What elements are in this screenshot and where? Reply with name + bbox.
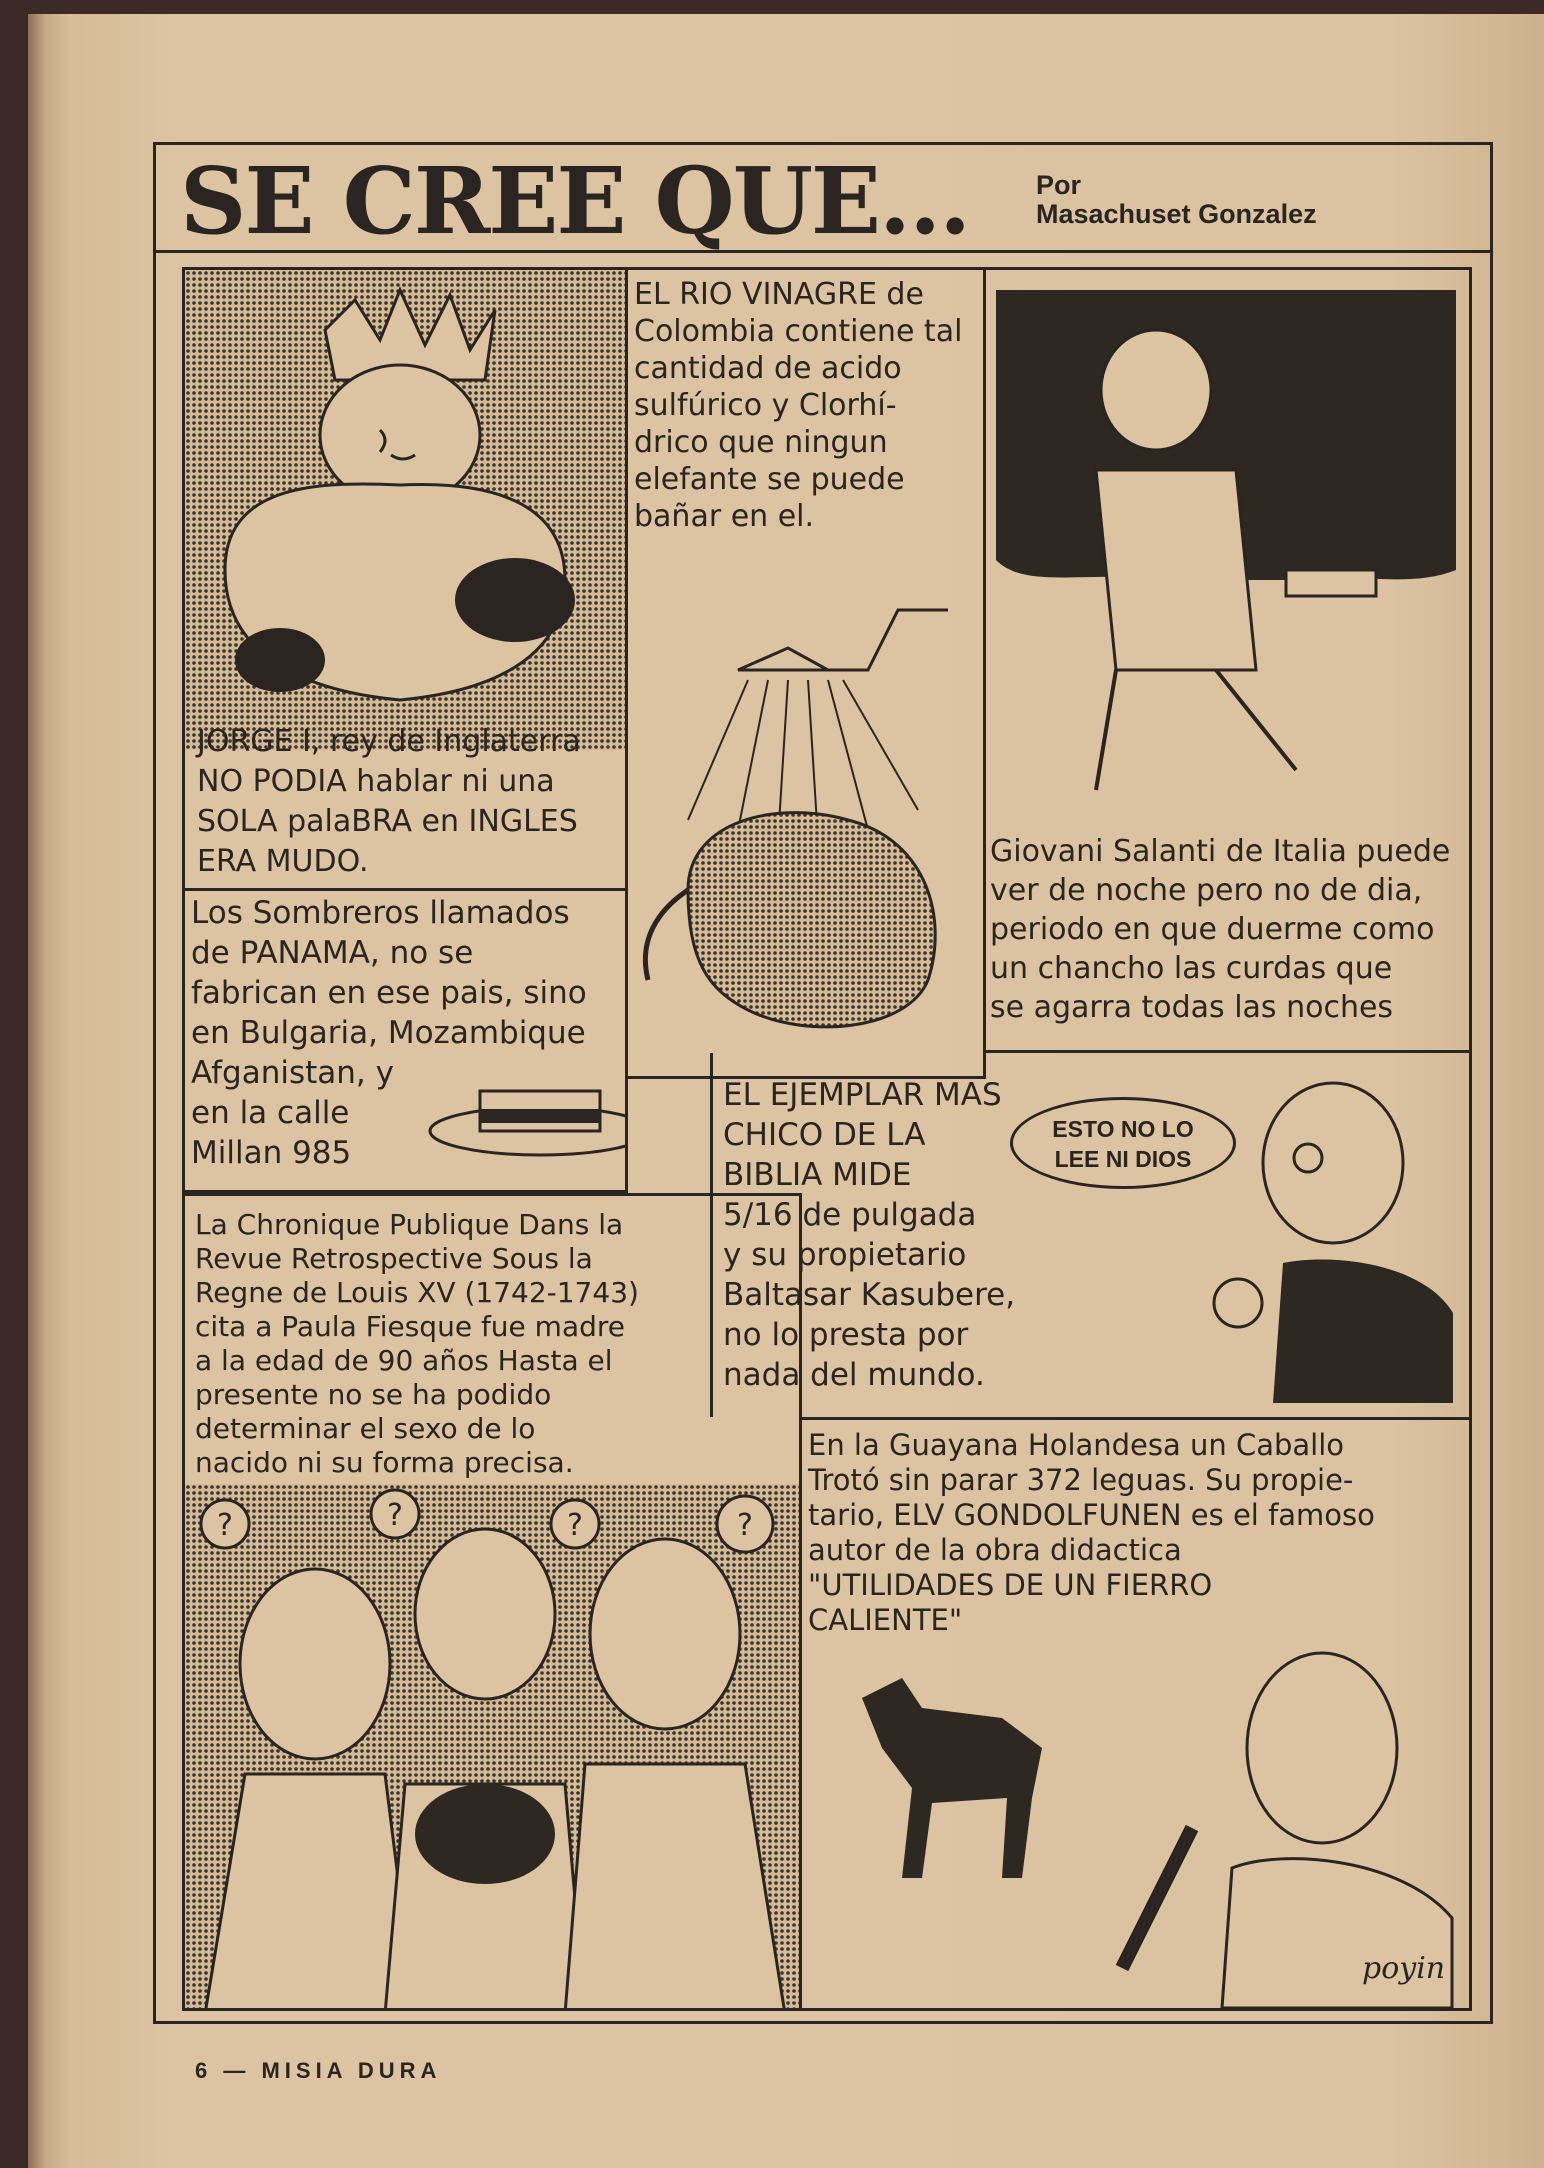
biblia-caption: EL EJEMPLAR MAS CHICO DE LA BIBLIA MIDE 5/16 de pulgada y su propietario Baltasar Kasubere, no lo presta por nada del mundo.	[723, 1077, 1016, 1393]
guayana-caption: En la Guayana Holandesa un Caballo Trotó sin parar 372 leguas. Su propie- tario, ELV GONDOLFUNEN es el famoso autor de la obra didactica "UTILIDADES DE UN FIERRO CALIENTE"	[808, 1428, 1375, 1637]
panel-guayana	[802, 1417, 1472, 2011]
byline-por: Por	[1036, 170, 1082, 200]
salanti-illustration	[986, 270, 1472, 830]
question-mark-2: ?	[387, 1498, 403, 1533]
reader-illustration	[1183, 1063, 1463, 1403]
panel-panama	[182, 891, 628, 1193]
panel-vinagre	[628, 267, 986, 1079]
question-mark-1: ?	[217, 1508, 233, 1543]
comic-frame	[153, 142, 1493, 2024]
panama-hat-illustration	[415, 1061, 628, 1171]
king-illustration	[185, 270, 625, 750]
balloon-text: ESTO NO LO LEE NI DIOS	[1052, 1116, 1194, 1172]
biblia-speech-balloon	[1010, 1097, 1236, 1189]
puzzled-people-illustration	[185, 1484, 799, 2011]
byline	[1036, 171, 1317, 229]
elephant-shower-illustration	[628, 560, 986, 1079]
artist-signature: poyin	[1362, 1951, 1446, 1986]
panel-salanti	[986, 267, 1472, 1053]
vinagre-caption: EL RIO VINAGRE de Colombia contiene tal cantidad de acido sulfúrico y Clorhí- drico que ningun elefante se puede bañar en el.	[634, 277, 963, 534]
panel-king	[182, 267, 628, 891]
question-mark-3: ?	[567, 1508, 583, 1543]
page-folio: 6 — MISIA DURA	[195, 2058, 442, 2083]
horse-illustration	[802, 1638, 1462, 2008]
page-spine	[28, 14, 72, 2168]
panama-caption: Los Sombreros llamados de PANAMA, no se fabrican en ese pais, sino en Bulgaria, Mozambique Afganistan, y en la calle Millan 985	[191, 895, 587, 1171]
question-mark-4: ?	[737, 1508, 753, 1543]
byline-author: Masachuset Gonzalez	[1036, 199, 1317, 229]
comic-title: SE CREE QUE...	[180, 147, 970, 255]
king-caption: JORGE I, rey de Inglaterra NO PODIA hablar ni una SOLA palaBRA en INGLES ERA MUDO.	[197, 724, 581, 879]
salanti-caption: Giovani Salanti de Italia puede ver de noche pero no de dia, periodo en que duerme como un chancho las curdas que se agarra todas las noches	[990, 834, 1451, 1025]
panel-chronique	[182, 1193, 802, 2011]
comic-header	[156, 145, 1490, 253]
chronique-caption: La Chronique Publique Dans la Revue Retrospective Sous la Regne de Louis XV (1742-1743) cita a Paula Fiesque fue madre a la edad de 90 años Hasta el presente no se ha podido determinar el sexo de lo nacido ni su forma precisa.	[195, 1208, 639, 1479]
